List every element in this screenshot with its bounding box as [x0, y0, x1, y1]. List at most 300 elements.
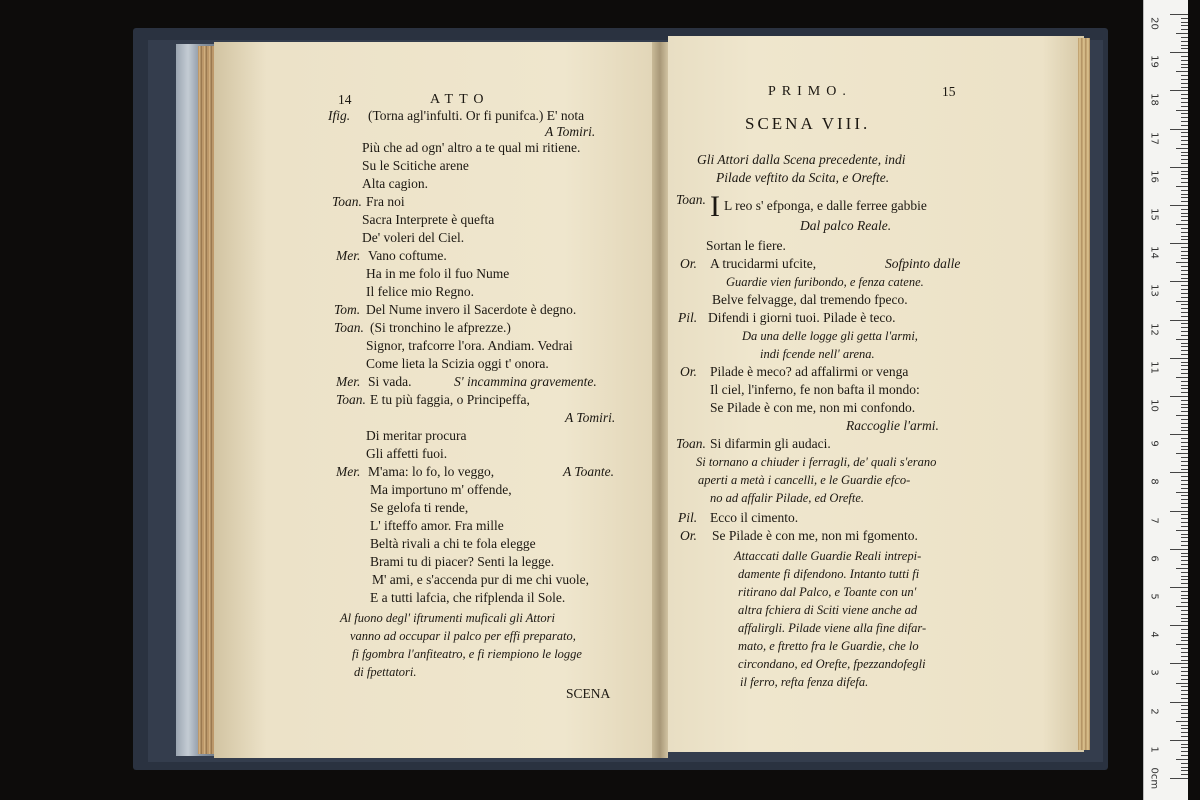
- ruler-tick: [1181, 763, 1188, 764]
- ruler-number: 18: [1148, 93, 1160, 107]
- left-page-line: Se gelofa ti rende,: [370, 500, 469, 515]
- ruler-tick: [1181, 507, 1188, 508]
- right-page-line: circondano, ed Orefte, fpezzandofegli: [738, 657, 926, 671]
- ruler-tick: [1181, 427, 1188, 428]
- ruler-tick: [1181, 362, 1188, 363]
- ruler-tick: [1181, 182, 1188, 183]
- left-page-line: Del Nume invero il Sacerdote è degno.: [366, 302, 577, 317]
- ruler-tick: [1170, 243, 1188, 244]
- ruler-tick: [1181, 602, 1188, 603]
- right-page-line: Da una delle logge gli getta l'armi,: [742, 329, 918, 343]
- ruler-tick: [1181, 404, 1188, 405]
- ruler-number: 13: [1148, 284, 1160, 298]
- ruler-tick: [1170, 205, 1188, 206]
- ruler-tick: [1181, 232, 1188, 233]
- ruler-tick: [1181, 637, 1188, 638]
- ruler-tick: [1181, 373, 1188, 374]
- ruler-tick: [1181, 629, 1188, 630]
- ruler-tick: [1181, 660, 1188, 661]
- left-page-line: fi fgombra l'anfiteatro, e fi riempiono le logge: [352, 647, 582, 661]
- ruler-tick: [1181, 64, 1188, 65]
- left-page-speaker: Ifig.: [328, 108, 351, 123]
- left-page-line: Fra noi: [366, 194, 405, 209]
- right-page-line: altra fchiera di Sciti viene anche ad: [738, 603, 918, 617]
- right-page-line: no ad affalir Pilade, ed Orefte.: [710, 491, 865, 505]
- right-page-line: Difendi i giorni tuoi. Pilade è teco.: [708, 310, 896, 325]
- ruler-tick: [1181, 438, 1188, 439]
- page-gutter: [652, 42, 668, 758]
- ruler-tick: [1181, 335, 1188, 336]
- ruler-tick: [1181, 354, 1188, 355]
- ruler-tick: [1181, 144, 1188, 145]
- ruler-tick: [1176, 606, 1188, 607]
- ruler-tick: [1181, 736, 1188, 737]
- ruler-tick: [1181, 125, 1188, 126]
- ruler-tick: [1170, 587, 1188, 588]
- ruler-tick: [1181, 469, 1188, 470]
- right-page-line: Attaccati dalle Guardie Reali intrepi-: [734, 549, 922, 563]
- left-page-line: Come lieta la Scizia oggi t' onora.: [366, 356, 549, 371]
- right-page-line: damente fi difendono. Intanto tutti fi: [738, 567, 920, 581]
- ruler-tick: [1181, 690, 1188, 691]
- ruler-tick: [1181, 767, 1188, 768]
- ruler-tick: [1181, 465, 1188, 466]
- right-page-line: Belve felvagge, dal tremendo fpeco.: [712, 292, 908, 307]
- ruler-tick: [1181, 18, 1188, 19]
- right-page-line: Sortan le fiere.: [706, 238, 786, 253]
- ruler-tick: [1181, 503, 1188, 504]
- ruler-tick: [1181, 411, 1188, 412]
- ruler-tick: [1181, 560, 1188, 561]
- left-page-line: di fpettatori.: [354, 665, 417, 679]
- ruler-tick: [1181, 457, 1188, 458]
- left-page-line: M' ami, e s'accenda pur di me chi vuole,: [372, 572, 590, 587]
- ruler-tick: [1181, 591, 1188, 592]
- page-edges-right: [1078, 38, 1090, 750]
- ruler-tick: [1181, 213, 1188, 214]
- ruler-tick: [1181, 152, 1188, 153]
- ruler-tick: [1181, 255, 1188, 256]
- ruler-tick: [1176, 568, 1188, 569]
- ruler-tick: [1170, 434, 1188, 435]
- ruler-tick: [1181, 220, 1188, 221]
- ruler-tick: [1181, 140, 1188, 141]
- ruler-tick: [1181, 556, 1188, 557]
- ruler-tick: [1181, 113, 1188, 114]
- left-page-speaker: Mer.: [336, 464, 361, 479]
- ruler-tick: [1181, 774, 1188, 775]
- ruler-number: 2: [1148, 707, 1160, 715]
- left-page-line: A Tomiri.: [565, 410, 616, 425]
- ruler-tick: [1176, 377, 1188, 378]
- ruler-tick: [1181, 56, 1188, 57]
- ruler-number: 6: [1148, 555, 1160, 562]
- ruler-tick: [1181, 155, 1188, 156]
- ruler-tick: [1181, 648, 1188, 649]
- right-page-line: mato, e ftretto fra le Guardie, che lo: [738, 639, 919, 653]
- ruler-tick: [1181, 216, 1188, 217]
- left-page-line: Ma importuno m' offende,: [370, 482, 512, 497]
- ruler-tick: [1181, 744, 1188, 745]
- ruler-tick: [1181, 656, 1188, 657]
- ruler-tick: [1181, 346, 1188, 347]
- ruler-tick: [1181, 79, 1188, 80]
- ruler-tick: [1176, 759, 1188, 760]
- ruler-tick: [1181, 25, 1188, 26]
- left-page-line: Vano coftume.: [368, 248, 447, 263]
- left-page-line: Beltà rivali a chi te fola elegge: [370, 536, 536, 551]
- ruler-tick: [1181, 392, 1188, 393]
- left-page-line: A Toante.: [563, 464, 615, 479]
- right-page-line: il ferro, refta fenza difefa.: [740, 675, 869, 689]
- left-page-line: Più che ad ogn' altro a te qual mi ritiene.: [362, 140, 581, 155]
- left-page-line: De' voleri del Ciel.: [362, 230, 465, 245]
- ruler-tick: [1181, 518, 1188, 519]
- ruler-tick: [1170, 396, 1188, 397]
- left-page-line: Gli affetti fuoi.: [366, 446, 448, 461]
- right-page-line: Ecco il cimento.: [710, 510, 799, 525]
- ruler-tick: [1181, 522, 1188, 523]
- ruler-tick: [1170, 625, 1188, 626]
- ruler-tick: [1181, 534, 1188, 535]
- ruler-tick: [1170, 129, 1188, 130]
- ruler-tick: [1181, 194, 1188, 195]
- ruler-tick: [1170, 778, 1188, 779]
- left-page-line: SCENA: [566, 686, 611, 701]
- ruler-tick: [1170, 14, 1188, 15]
- ruler-tick: [1176, 301, 1188, 302]
- ruler-tick: [1181, 178, 1188, 179]
- ruler-tick: [1181, 770, 1188, 771]
- ruler-tick: [1181, 48, 1188, 49]
- right-page-line: I: [710, 190, 720, 223]
- right-page-line: Si difarmin gli audaci.: [710, 436, 831, 451]
- left-running-header: ATTO: [430, 92, 490, 107]
- ruler-tick: [1181, 385, 1188, 386]
- ruler-tick: [1181, 442, 1188, 443]
- right-page-line: indi fcende nell' arena.: [760, 347, 875, 361]
- left-page-line: M'ama: lo fo, lo veggo,: [368, 464, 495, 479]
- ruler-tick: [1181, 159, 1188, 160]
- left-page-line: (Si tronchino le afprezze.): [370, 320, 511, 335]
- ruler-tick: [1181, 369, 1188, 370]
- right-page-speaker: Or.: [680, 364, 697, 379]
- ruler-tick: [1181, 278, 1188, 279]
- ruler-tick: [1176, 148, 1188, 149]
- ruler-tick: [1181, 537, 1188, 538]
- ruler-tick: [1181, 29, 1188, 30]
- ruler-tick: [1170, 740, 1188, 741]
- ruler-number: 20: [1148, 17, 1160, 30]
- ruler-tick: [1170, 320, 1188, 321]
- left-page-speaker: Mer.: [336, 374, 361, 389]
- ruler-tick: [1170, 663, 1188, 664]
- right-page-speaker: Or.: [680, 528, 697, 543]
- ruler-tick: [1181, 67, 1188, 68]
- ruler-tick: [1176, 453, 1188, 454]
- right-page-line: Si tornano a chiuder i ferragli, de' quali s'erano: [696, 455, 937, 469]
- ruler-tick: [1181, 732, 1188, 733]
- left-page-number: 14: [338, 92, 352, 107]
- left-page-line: Sacra Interprete è quefta: [362, 212, 495, 227]
- ruler-tick: [1170, 549, 1188, 550]
- ruler-tick: [1181, 576, 1188, 577]
- left-page-line: L' ifteffo amor. Fra mille: [370, 518, 504, 533]
- left-page-line: Ha in me folo il fuo Nume: [366, 266, 510, 281]
- ruler-tick: [1181, 136, 1188, 137]
- ruler-tick: [1170, 511, 1188, 512]
- scene-title: SCENA VIII.: [745, 114, 871, 133]
- ruler-tick: [1170, 90, 1188, 91]
- right-running-header: PRIMO.: [768, 84, 852, 99]
- ruler-tick: [1181, 132, 1188, 133]
- ruler-tick: [1181, 312, 1188, 313]
- ruler-tick: [1181, 388, 1188, 389]
- ruler-tick: [1181, 671, 1188, 672]
- ruler-tick: [1181, 640, 1188, 641]
- right-page-speaker: Toan.: [676, 192, 706, 207]
- right-page-line: Raccoglie l'armi.: [846, 418, 939, 433]
- ruler-tick: [1181, 652, 1188, 653]
- ruler-tick: [1176, 33, 1188, 34]
- ruler-tick: [1181, 251, 1188, 252]
- ruler-tick: [1181, 37, 1188, 38]
- ruler-tick: [1181, 419, 1188, 420]
- ruler-tick: [1181, 94, 1188, 95]
- ruler-tick: [1170, 358, 1188, 359]
- right-page-line: ritirano dal Palco, e Toante con un': [738, 585, 917, 599]
- ruler-tick: [1181, 381, 1188, 382]
- ruler-number: 14: [1148, 246, 1160, 260]
- ruler-tick: [1181, 60, 1188, 61]
- ruler-tick: [1181, 308, 1188, 309]
- ruler-tick: [1176, 339, 1188, 340]
- ruler-tick: [1181, 461, 1188, 462]
- ruler-number: 10: [1148, 399, 1160, 412]
- ruler-tick: [1181, 121, 1188, 122]
- ruler-tick: [1181, 201, 1188, 202]
- ruler-tick: [1181, 484, 1188, 485]
- ruler-tick: [1181, 87, 1188, 88]
- ruler-tick: [1181, 705, 1188, 706]
- ruler-tick: [1181, 236, 1188, 237]
- right-page-speaker: Pil.: [678, 310, 698, 325]
- right-page-speaker: Toan.: [676, 436, 706, 451]
- ruler-tick: [1181, 728, 1188, 729]
- ruler-tick: [1181, 713, 1188, 714]
- right-page-speaker: Pil.: [678, 510, 698, 525]
- ruler-tick: [1181, 667, 1188, 668]
- ruler-tick: [1176, 224, 1188, 225]
- right-page-line: Se Pilade è con me, non mi confondo.: [710, 400, 916, 415]
- ruler-tick: [1181, 564, 1188, 565]
- left-page-line: Signor, trafcorre l'ora. Andiam. Vedrai: [366, 338, 573, 353]
- ruler-tick: [1181, 747, 1188, 748]
- ruler-tick: [1181, 289, 1188, 290]
- ruler-tick: [1181, 83, 1188, 84]
- ruler-tick: [1181, 117, 1188, 118]
- ruler-tick: [1176, 492, 1188, 493]
- ruler-tick: [1181, 572, 1188, 573]
- ruler-tick: [1181, 755, 1188, 756]
- ruler-tick: [1181, 285, 1188, 286]
- ruler-tick: [1181, 316, 1188, 317]
- ruler-tick: [1181, 499, 1188, 500]
- right-page-line: Se Pilade è con me, non mi fgomento.: [712, 528, 918, 543]
- ruler-tick: [1181, 365, 1188, 366]
- ruler-number: 15: [1148, 208, 1160, 221]
- ruler-tick: [1181, 327, 1188, 328]
- ruler-tick: [1181, 598, 1188, 599]
- ruler-tick: [1181, 488, 1188, 489]
- ruler-number: 16: [1148, 169, 1160, 183]
- ruler-number: 4: [1148, 631, 1160, 638]
- ruler-tick: [1181, 449, 1188, 450]
- ruler-tick: [1176, 644, 1188, 645]
- ruler-tick: [1181, 174, 1188, 175]
- left-page-line: Si vada.: [368, 374, 412, 389]
- ruler-tick: [1181, 323, 1188, 324]
- ruler-tick: [1181, 495, 1188, 496]
- ruler-tick: [1181, 98, 1188, 99]
- ruler-tick: [1176, 110, 1188, 111]
- left-page-speaker: Toan.: [334, 320, 364, 335]
- ruler-unit: 0cm: [1148, 767, 1160, 790]
- ruler-tick: [1181, 197, 1188, 198]
- ruler-tick: [1170, 281, 1188, 282]
- ruler-tick: [1181, 297, 1188, 298]
- ruler-number: 5: [1148, 593, 1160, 600]
- right-page-number: 15: [942, 84, 956, 99]
- ruler-tick: [1181, 694, 1188, 695]
- ruler-number: 19: [1148, 55, 1160, 69]
- right-page-line: Guardie vien furibondo, e fenza catene.: [726, 275, 924, 289]
- right-page-line: A trucidarmi ufcite,: [710, 256, 817, 271]
- left-page-line: vanno ad occupar il palco per effi preparato,: [350, 629, 576, 643]
- ruler-tick: [1181, 331, 1188, 332]
- ruler-tick: [1181, 430, 1188, 431]
- left-page-line: E tu più faggia, o Principeffa,: [370, 392, 530, 407]
- right-page-line: Sofpinto dalle: [885, 256, 961, 271]
- ruler-tick: [1181, 480, 1188, 481]
- ruler-tick: [1181, 400, 1188, 401]
- ruler-tick: [1181, 258, 1188, 259]
- ruler-tick: [1181, 423, 1188, 424]
- ruler-tick: [1170, 167, 1188, 168]
- ruler-tick: [1181, 293, 1188, 294]
- ruler-tick: [1181, 514, 1188, 515]
- ruler-tick: [1181, 476, 1188, 477]
- left-page-line: A Tomiri.: [545, 124, 596, 139]
- left-page-line: Alta cagion.: [362, 176, 428, 191]
- left-page-line: Il felice mio Regno.: [366, 284, 474, 299]
- ruler-tick: [1181, 102, 1188, 103]
- ruler-tick: [1176, 721, 1188, 722]
- ruler-number: 1: [1148, 746, 1160, 753]
- left-page-line: E a tutti lafcia, che rifplenda il Sole.: [370, 590, 566, 605]
- ruler-tick: [1181, 751, 1188, 752]
- left-page-speaker: Tom.: [334, 302, 361, 317]
- left-page-line: (Torna agl'infulti. Or fi punifca.) E' nota: [368, 108, 585, 123]
- ruler-tick: [1181, 171, 1188, 172]
- ruler-tick: [1181, 614, 1188, 615]
- ruler-tick: [1181, 698, 1188, 699]
- ruler-tick: [1181, 270, 1188, 271]
- ruler-tick: [1176, 262, 1188, 263]
- ruler-tick: [1181, 675, 1188, 676]
- ruler-number: 11: [1148, 360, 1160, 374]
- ruler-tick: [1181, 686, 1188, 687]
- ruler-tick: [1181, 709, 1188, 710]
- right-page-line: Pilade è meco? ad affalirmi or venga: [710, 364, 909, 379]
- ruler-tick: [1181, 446, 1188, 447]
- ruler-number: 8: [1148, 478, 1160, 486]
- ruler-tick: [1181, 247, 1188, 248]
- ruler-tick: [1181, 526, 1188, 527]
- ruler-tick: [1176, 415, 1188, 416]
- ruler-tick: [1176, 683, 1188, 684]
- ruler-tick: [1181, 106, 1188, 107]
- ruler-tick: [1181, 190, 1188, 191]
- right-page-line: L reo s' efponga, e dalle ferree gabbie: [724, 198, 927, 213]
- ruler-tick: [1181, 618, 1188, 619]
- ruler-tick: [1181, 553, 1188, 554]
- ruler-tick: [1181, 22, 1188, 23]
- left-page-speaker: Toan.: [336, 392, 366, 407]
- left-page-speaker: Toan.: [332, 194, 362, 209]
- ruler-number: 12: [1148, 322, 1160, 336]
- ruler-tick: [1181, 621, 1188, 622]
- ruler-tick: [1181, 679, 1188, 680]
- right-page-line: Gli Attori dalla Scena precedente, indi: [697, 152, 906, 167]
- left-page-line: Brami tu di piacer? Senti la legge.: [370, 554, 555, 569]
- ruler-tick: [1181, 75, 1188, 76]
- right-page-line: Pilade veftito da Scita, e Orefte.: [716, 170, 890, 185]
- ruler-tick: [1181, 350, 1188, 351]
- ruler-tick: [1170, 702, 1188, 703]
- ruler-tick: [1181, 274, 1188, 275]
- right-page-speaker: Or.: [680, 256, 697, 271]
- ruler-tick: [1181, 266, 1188, 267]
- left-page-line: Al fuono degl' iftrumenti muficali gli Attori: [340, 611, 555, 625]
- ruler-tick: [1181, 209, 1188, 210]
- ruler-tick: [1181, 545, 1188, 546]
- ruler-tick: [1181, 633, 1188, 634]
- ruler-number: 9: [1148, 440, 1160, 447]
- measuring-ruler: [1143, 0, 1188, 800]
- left-page-line: S' incammina gravemente.: [454, 374, 597, 389]
- left-page-speaker: Mer.: [336, 248, 361, 263]
- right-page-line: affalirgli. Pilade viene alla fine difar-: [738, 621, 927, 635]
- ruler-tick: [1181, 541, 1188, 542]
- ruler-tick: [1181, 407, 1188, 408]
- ruler-tick: [1181, 228, 1188, 229]
- ruler-number: 7: [1148, 516, 1160, 524]
- ruler-tick: [1181, 717, 1188, 718]
- ruler-tick: [1170, 52, 1188, 53]
- ruler-number: 3: [1148, 669, 1160, 677]
- ruler-tick: [1170, 472, 1188, 473]
- ruler-tick: [1181, 343, 1188, 344]
- left-page-line: Su le Scitiche arene: [362, 158, 469, 173]
- right-page-line: Il ciel, l'inferno, fe non bafta il mondo:: [710, 382, 920, 397]
- ruler-tick: [1181, 41, 1188, 42]
- ruler-tick: [1181, 725, 1188, 726]
- ruler-tick: [1181, 45, 1188, 46]
- left-page-line: Di meritar procura: [366, 428, 467, 443]
- right-page-line: Dal palco Reale.: [800, 218, 892, 233]
- ruler-tick: [1181, 239, 1188, 240]
